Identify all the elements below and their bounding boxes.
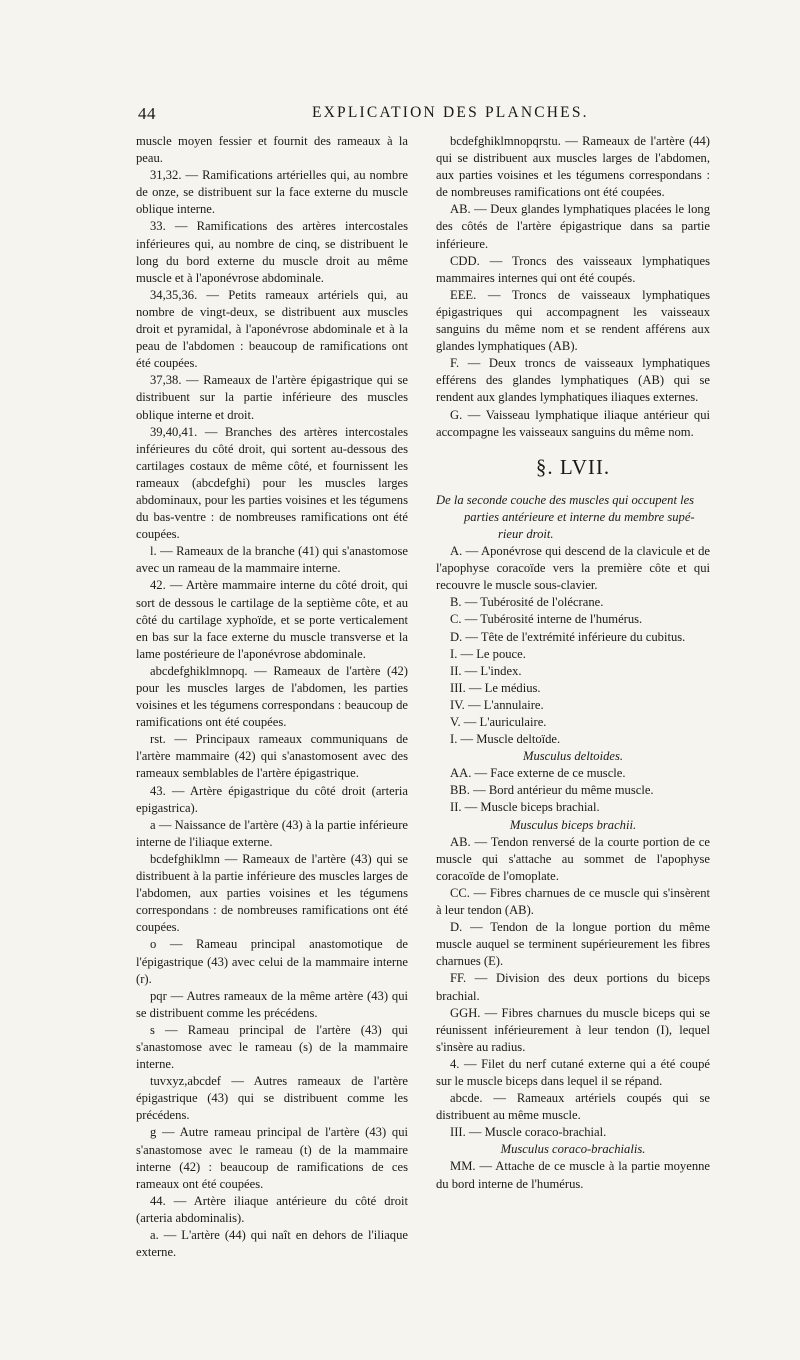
paragraph: 4. — Filet du nerf cutané externe qui a été coupé sur le muscle biceps dans lequel il se répand. (436, 1056, 710, 1088)
section-description-line: parties antérieure et interne du membre supé- (464, 509, 695, 524)
paragraph: III. — Muscle coraco-brachial. (450, 1125, 607, 1140)
paragraph: V. — L'auriculaire. (450, 715, 547, 729)
paragraph: a — Naissance de l'artère (43) à la partie inférieure interne de l'iliaque externe. (136, 817, 408, 849)
paragraph: 37,38. — Rameaux de l'artère épigastrique qui se distribuent sur la partie inférieure des muscles oblique interne et droit. (136, 373, 408, 422)
paragraph: 43. — Artère épigastrique du côté droit (arteria epigastrica). (136, 783, 408, 815)
paragraph: abcde. — Rameaux artériels coupés qui se distribuent au même muscle. (436, 1091, 710, 1123)
paragraph: D. — Tête de l'extrémité inférieure du cubitus. (450, 629, 686, 644)
paragraph: 31,32. — Ramifications artérielles qui, au nombre de onze, se distribuent sur la face externe du muscle oblique interne. (136, 168, 408, 217)
paragraph: FF. — Division des deux portions du biceps brachial. (436, 971, 710, 1003)
paragraph: I. — Le pouce. (450, 646, 526, 661)
paragraph: II. — L'index. (450, 663, 522, 678)
paragraph: a. — L'artère (44) qui naît en dehors de l'iliaque externe. (136, 1228, 408, 1260)
paragraph: Musculus biceps brachii. (509, 817, 637, 832)
paragraph: Musculus coraco-brachialis. (500, 1142, 646, 1157)
paragraph: 42. — Artère mammaire interne du côté droit, qui sort de dessous le cartilage de la septième côte, et au côté du cartilage xyphoïde, et se porte verticalement en bas sur la face externe du muscle transverse et la lame postérieure de l'aponévrose abdominale. (136, 578, 408, 661)
paragraph: Musculus deltoides. (522, 749, 624, 764)
right-column (436, 133, 710, 1193)
paragraph: III. — Le médius. (450, 680, 541, 695)
paragraph: AB. — Deux glandes lymphatiques placées le long des côtés de l'artère épigastrique dans sa partie inférieure. (436, 202, 710, 251)
paragraph: IV. — L'annulaire. (450, 697, 544, 712)
paragraph: g — Autre rameau principal de l'artère (43) qui s'anastomose avec le rameau (t) de la mammaire interne (42) : beaucoup de ramifications de ces rameaux ont été coupées. (136, 1125, 408, 1191)
paragraph: s — Rameau principal de l'artère (43) qui s'anastomose avec le rameau (s) de la mammaire interne. (136, 1022, 408, 1072)
section-description (436, 492, 710, 543)
paragraph: C. — Tubérosité interne de l'humérus. (450, 612, 643, 627)
paragraph: D. — Tendon de la longue portion du même muscle auquel se terminent supérieurement les fibres charnues (E). (436, 920, 710, 969)
paragraph: 39,40,41. — Branches des artères intercostales inférieures du côté droit, qui sortent au-dessous des cartilages costaux de même côté, et fournissent les rameaux (abcdefghi) pour les muscles larges abdominaux, pour les parties voisines et les tégumens du bas-ventre : de nombreuses ramifications ont été coupées. (136, 424, 408, 542)
paragraph: G. — Vaisseau lymphatique iliaque antérieur qui accompagne les vaisseaux sanguins du même nom. (436, 407, 710, 439)
paragraph: tuvxyz,abcdef — Autres rameaux de l'artère épigastrique (43) qui se distribuent comme les précédens. (136, 1074, 408, 1123)
paragraph: o — Rameau principal anastomotique de l'épigastrique (43) avec celui de la mammaire interne (r). (136, 937, 408, 986)
paragraph: muscle moyen fessier et fournit des rameaux à la peau. (136, 134, 408, 166)
paragraph: F. — Deux troncs de vaisseaux lymphatiques efférens des glandes lymphatiques (AB) qui se rendent aux glandes lymphatiques iliaques externes. (436, 356, 710, 405)
left-paragraphs (136, 133, 408, 1261)
paragraph: l. — Rameaux de la branche (41) qui s'anastomose avec un rameau de la mammaire interne. (136, 544, 408, 576)
paragraph: pqr — Autres rameaux de la même artère (43) qui se distribuent comme les précédens. (136, 988, 408, 1020)
page-number: 44 (138, 104, 156, 123)
left-column (136, 133, 408, 1261)
paragraph: AA. — Face externe de ce muscle. (450, 766, 626, 781)
section-description-line: rieur droit. (498, 526, 554, 541)
section-title: §. LVII. (535, 454, 611, 479)
paragraph: EEE. — Troncs de vaisseaux lymphatiques épigastriques qui accompagnent les vaisseaux sanguins du même nom et se rendent afférens aux glandes lymphatiques (AB). (436, 287, 710, 354)
paragraph: CC. — Fibres charnues de ce muscle qui s'insèrent à leur tendon (AB). (436, 885, 710, 918)
paragraph: B. — Tubérosité de l'olécrane. (450, 595, 604, 610)
paragraph: II. — Muscle biceps brachial. (450, 800, 600, 815)
section-description-line: De la seconde couche des muscles qui occupent les (436, 492, 695, 507)
paragraph: 34,35,36. — Petits rameaux artériels qui, au nombre de vingt-deux, se distribuent aux muscles droit et pyramidal, à l'aponévrose abdominale et à la peau de l'abdomen : beaucoup de ramifications ont été coupées. (136, 287, 408, 371)
paragraph: AB. — Tendon renversé de la courte portion de ce muscle qui s'attache au sommet de l'apophyse coracoïde de l'omoplate. (436, 834, 710, 883)
paragraph: GGH. — Fibres charnues du muscle biceps qui se réunissent inférieurement à leur tendon (I), lequel s'insère au radius. (436, 1005, 710, 1054)
right-paragraphs-bottom (436, 543, 710, 1193)
running-title: EXPLICATION DES PLANCHES. (312, 104, 589, 121)
paragraph: bcdefghiklmn — Rameaux de l'artère (43) qui se distribuent à la partie inférieure des muscles larges de l'abdomen, aux parties voisines et les tégumens correspondans : de nombreuses ramifications ont été coupées. (136, 851, 408, 935)
right-paragraphs-top (436, 133, 710, 441)
paragraph: BB. — Bord antérieur du même muscle. (450, 783, 654, 798)
paragraph: bcdefghiklmnopqrstu. — Rameaux de l'artère (44) qui se distribuent aux muscles larges de l'abdomen, aux parties voisines et les tégumens correspondans : de nombreuses ramifications ont été coupées. (436, 134, 710, 200)
paragraph: rst. — Principaux rameaux communiquans de l'artère mammaire (42) qui s'anastomosent avec des rameaux semblables de l'artère épigastrique. (136, 732, 408, 781)
paragraph: 33. — Ramifications des artères intercostales inférieures qui, au nombre de cinq, se distribuent le long du bord externe du muscle droit au même muscle et à l'aponévrose abdominale. (136, 219, 408, 285)
paragraph: MM. — Attache de ce muscle à la partie moyenne du bord interne de l'humérus. (436, 1159, 710, 1191)
paragraph: CDD. — Troncs des vaisseaux lymphatiques mammaires internes qui ont été coupés. (436, 253, 710, 285)
paragraph: A. — Aponévrose qui descend de la clavicule et de l'apophyse coracoïde vers la première côte et qui recouvre le muscle sous-clavier. (436, 544, 710, 593)
page-header (0, 104, 800, 130)
paragraph: abcdefghiklmnopq. — Rameaux de l'artère (42) pour les muscles larges de l'abdomen, les parties voisines et les tégumens correspondans : beaucoup de ramifications ont été coupées. (136, 663, 408, 730)
paragraph: I. — Muscle deltoïde. (450, 732, 561, 747)
paragraph: 44. — Artère iliaque antérieure du côté droit (arteria abdominalis). (136, 1193, 408, 1225)
